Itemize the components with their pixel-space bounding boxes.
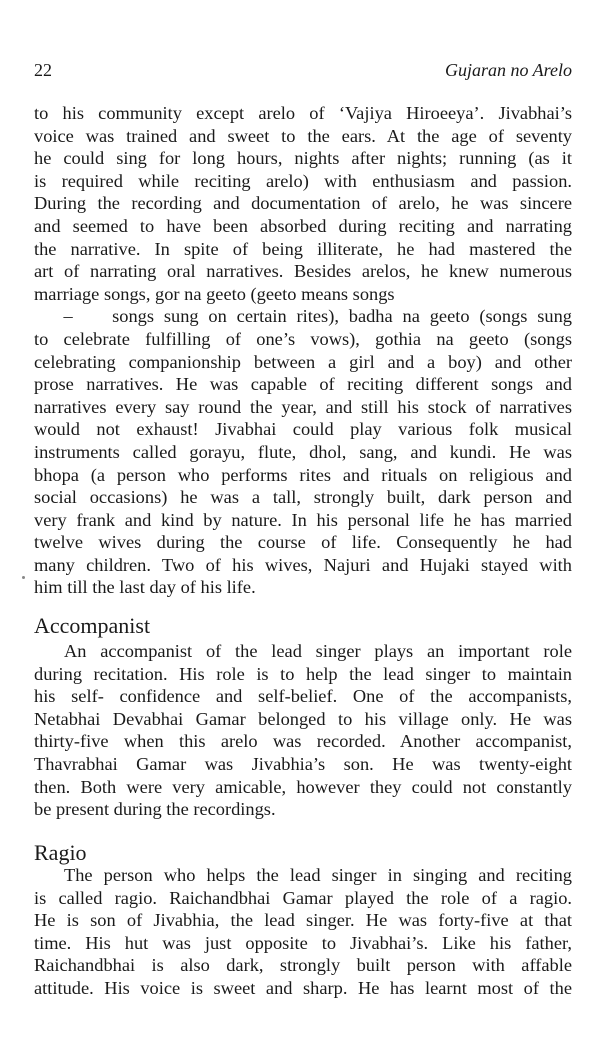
text-line: then. Both were very amicable, however they could not constantly — [34, 776, 572, 797]
text-line: The person who helps the lead singer in singing and reciting — [64, 865, 572, 885]
heading-ragio: Ragio — [34, 840, 87, 865]
text-line: during recitation. His role is to help the lead singer to maintain — [34, 663, 572, 684]
text-line: he could sing for long hours, nights after nights; running (as it — [34, 148, 572, 169]
paragraph-ragio — [34, 864, 572, 1000]
text-line: is called ragio. Raichandbhai Gamar played the role of a ragio. — [34, 887, 572, 908]
text-line: would not exhaust! Jivabhai could play various folk musical — [34, 419, 572, 440]
text-line: very frank and kind by nature. In his personal life he has married — [34, 509, 572, 530]
text-line: the narrative. In spite of being illiterate, he had mastered the — [34, 238, 572, 259]
text-line: many children. Two of his wives, Najuri and Hujaki stayed with — [34, 554, 572, 575]
paragraph-jivabhai — [34, 102, 572, 599]
text-line: Thavrabhai Gamar was Jivabhia’s son. He was twenty-eight — [34, 753, 572, 774]
text-line: to celebrate fulfilling of one’s vows), gothia na geeto (songs — [34, 328, 572, 349]
text-line: He is son of Jivabhia, the lead singer. He was forty-five at that — [34, 910, 572, 931]
heading-accompanist: Accompanist — [34, 613, 151, 638]
paragraph-accompanist — [34, 640, 572, 821]
text-line: him till the last day of his life. — [34, 577, 256, 598]
text-line: An accompanist of the lead singer plays an important role — [64, 641, 572, 661]
text-line: celebrating companionship between a girl and a boy) and other — [34, 351, 572, 372]
running-title: Gujaran no Arelo — [444, 60, 572, 80]
text-line: During the recording and documentation of arelo, he was sincere — [34, 193, 572, 214]
text-line: twelve wives during the course of life. Consequently he had — [34, 532, 572, 553]
text-line: instruments called gorayu, flute, dhol, sang, and kundi. He was — [34, 441, 572, 462]
text-line: marriage songs, gor na geeto (geeto means songs — [34, 283, 395, 304]
text-line: social occasions) he was a tall, strongly built, dark person and — [34, 487, 572, 508]
text-line: his self- confidence and self-belief. One of the accompanists, — [34, 686, 572, 707]
text-line: attitude. His voice is sweet and sharp. He has learnt most of the — [34, 977, 572, 998]
text-line: Netabhai Devabhai Gamar belonged to his village only. He was — [34, 708, 572, 729]
text-line: voice was trained and sweet to the ears. At the age of seventy — [34, 125, 572, 146]
text-line: art of narrating oral narratives. Besides arelos, he knew numerous — [34, 261, 572, 282]
text-line: Raichandbhai is also dark, strongly built person with affable — [34, 955, 572, 976]
text-line: and seemed to have been absorbed during reciting and narrating — [34, 215, 572, 236]
page-number: 22 — [34, 60, 52, 80]
text-line: thirty-five when this arelo was recorded. Another accompanist, — [34, 731, 572, 752]
text-line: is required while reciting arelo) with enthusiasm and passion. — [34, 170, 572, 191]
text-line: time. His hut was just opposite to Jivabhai’s. Like his father, — [34, 932, 572, 953]
text-line: prose narratives. He was capable of reciting different songs and — [34, 374, 572, 395]
text-line: narratives every say round the year, and still his stock of narratives — [34, 396, 572, 417]
text-line: bhopa (a person who performs rites and rituals on religious and — [34, 464, 572, 485]
text-line: be present during the recordings. — [34, 799, 276, 820]
margin-speck — [22, 576, 25, 579]
text-line: to his community except arelo of ‘Vajiya Hiroeeya’. Jivabhai’s — [34, 103, 572, 123]
text-line: – songs sung on certain rites), badha na geeto (songs sung — [34, 306, 572, 327]
page-header — [34, 60, 572, 84]
